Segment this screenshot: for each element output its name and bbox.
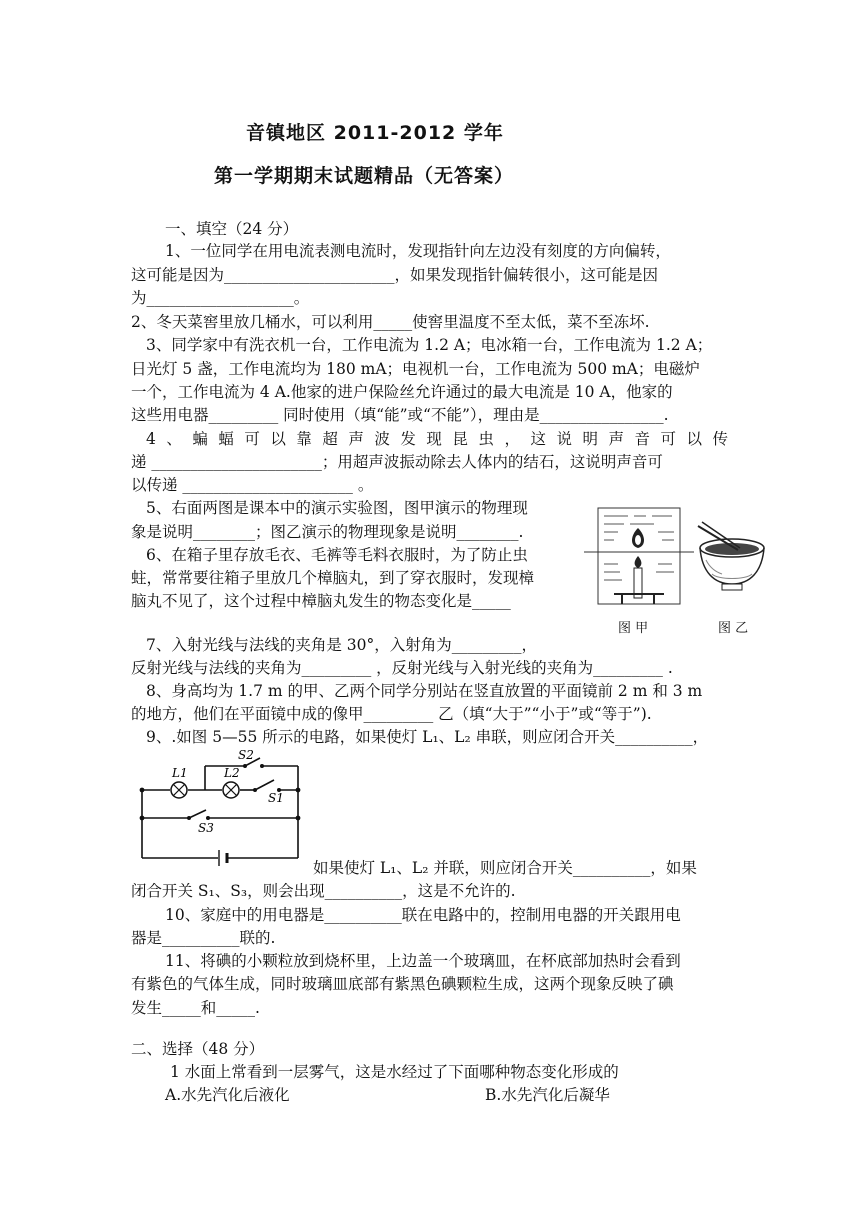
circuit-diagram — [134, 750, 314, 866]
q3-line-4: 这些用电器_________ 同时使用（填“能”或“不能”），理由是________________. — [131, 406, 669, 424]
label-l2: L2 — [224, 766, 240, 780]
q6-line-1: 6、在箱子里存放毛衣、毛裤等毛料衣服时，为了防止虫 — [146, 546, 528, 564]
q6-line-3: 脑丸不见了，这个过程中樟脑丸发生的物态变化是_____ — [131, 592, 511, 610]
label-s3: S3 — [198, 821, 214, 835]
q5-line-1: 5、右面两图是课本中的演示实验图，图甲演示的物理现 — [146, 499, 528, 517]
section2-heading: 二、选择（48 分） — [131, 1040, 265, 1058]
q8-line-1: 8、身高均为 1.7 m 的甲、乙两个同学分别站在竖直放置的平面镜前 2 m 和 3 m — [146, 682, 703, 700]
q3-line-2: 日光灯 5 盏，工作电流均为 180 mA；电视机一台，工作电流为 500 mA；电磁炉 — [131, 360, 700, 378]
q4-line-1: 4、蝙蝠可以靠超声波发现昆虫，这说明声音可以传 — [146, 430, 728, 448]
choice-q1: 1 水面上常看到一层雾气，这是水经过了下面哪种物态变化形成的 — [170, 1063, 619, 1081]
q9-line-2: 如果使灯 L₁、L₂ 并联，则应闭合开关__________，如果 — [313, 859, 697, 877]
q10-line-1: 10、家庭中的用电器是__________联在电路中的，控制用电器的开关跟用电 — [165, 906, 681, 924]
label-s1: S1 — [268, 791, 284, 805]
q4-line-2: 递 ______________________；用超声波振动除去人体内的结石，这说明声音可 — [131, 453, 663, 471]
title-line-1: 音镇地区 2011-2012 学年 — [246, 122, 504, 144]
q5-line-2: 象是说明________；图乙演示的物理现象是说明________. — [131, 523, 524, 541]
q7-line-2: 反射光线与法线的夹角为_________ ，反射光线与入射光线的夹角为_________ . — [131, 659, 673, 677]
q9-line-3: 闭合开关 S₁、S₃，则会出现__________，这是不允许的. — [131, 882, 516, 900]
q1-line-1: 1、一位同学在用电流表测电流时，发现指针向左边没有刻度的方向偏转， — [165, 242, 671, 260]
choice-q1-option-a: A.水先汽化后液化 — [165, 1086, 290, 1104]
figure-yi-diagram — [692, 520, 772, 600]
q11-line-3: 发生_____和_____. — [131, 999, 260, 1017]
figure-jia-diagram — [584, 502, 694, 614]
q1-line-3: 为___________________。 — [131, 289, 310, 307]
figure-yi-caption: 图 乙 — [718, 621, 749, 636]
q9-line-1: 9、.如图 5—55 所示的电路，如果使灯 L₁、L₂ 串联，则应闭合开关__________， — [146, 728, 709, 746]
q6-line-2: 蛀，常常要往箱子里放几个樟脑丸，到了穿衣服时，发现樟 — [131, 569, 535, 587]
q3-line-3: 一个，工作电流为 4 A.他家的进户保险丝允许通过的最大电流是 10 A，他家的 — [131, 383, 673, 401]
q8-line-2: 的地方，他们在平面镜中成的像甲_________ 乙（填“大于”“小于”或“等于”). — [131, 705, 652, 723]
choice-q1-option-b: B.水先汽化后凝华 — [485, 1086, 610, 1104]
q2-line: 2、冬天菜窖里放几桶水，可以利用_____使窖里温度不至太低，菜不至冻坏. — [131, 313, 650, 331]
label-l1: L1 — [172, 766, 188, 780]
label-s2: S2 — [238, 750, 254, 762]
q7-line-1: 7、入射光线与法线的夹角是 30°，入射角为_________， — [146, 636, 538, 654]
section1-heading: 一、填空（24 分） — [165, 220, 299, 238]
q11-line-2: 有紫色的气体生成，同时玻璃皿底部有紫黑色碘颗粒生成，这两个现象反映了碘 — [131, 975, 674, 993]
q10-line-2: 器是__________联的. — [131, 929, 276, 947]
q3-line-1: 3、同学家中有洗衣机一台，工作电流为 1.2 A；电冰箱一台，工作电流为 1.2 A； — [146, 336, 713, 354]
q11-line-1: 11、将碘的小颗粒放到烧杯里，上边盖一个玻璃皿，在杯底部加热时会看到 — [165, 952, 681, 970]
q1-line-2: 这可能是因为______________________，如果发现指针偏转很小，这可能是因 — [131, 266, 659, 284]
figure-jia-caption: 图 甲 — [618, 621, 649, 636]
q4-line-3: 以传递 ______________________ 。 — [131, 476, 374, 494]
title-line-2: 第一学期期末试题精品（无答案） — [214, 165, 515, 187]
